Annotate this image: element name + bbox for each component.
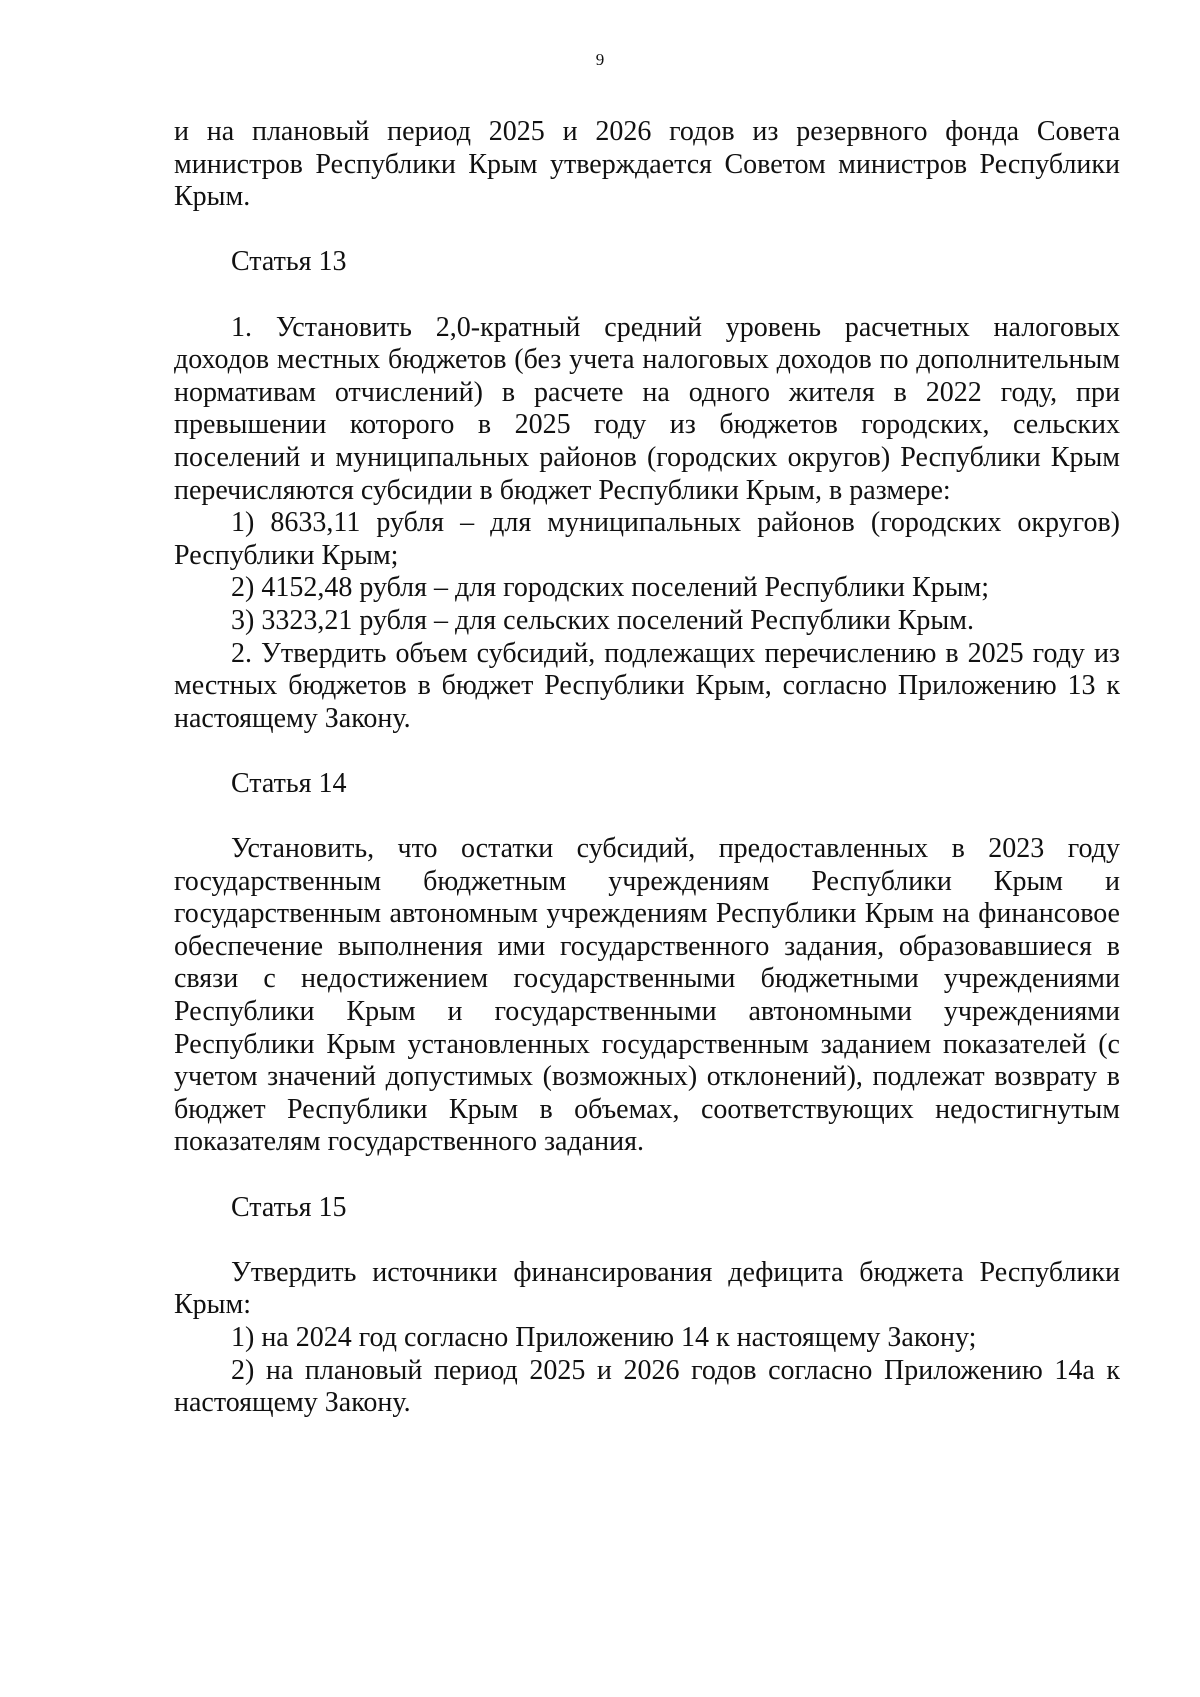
spacer <box>174 735 1120 768</box>
article-15-paragraph: 2) на плановый период 2025 и 2026 годов согласно Приложению 14а к настоящему Закону. <box>174 1354 1120 1419</box>
intro-paragraph: и на плановый период 2025 и 2026 годов из резервного фонда Совета министров Республики Крым утверждается Советом министров Республики Крым. <box>174 116 1120 213</box>
article-13-paragraph: 1. Установить 2,0-кратный средний уровень расчетных налоговых доходов местных бюджетов (без учета налоговых доходов по дополнительным нормативам отчислений) в расчете на одного жителя в 2022 году, при превышении которого в 2025 году из бюджетов городских, сельских поселений и муниципальных районов (городских округов) Республики Крым перечисляются субсидии в бюджет Республики Крым, в размере: <box>174 311 1120 506</box>
spacer <box>174 214 1120 247</box>
article-14-heading: Статья 14 <box>231 767 347 799</box>
article-13-paragraph: 3) 3323,21 рубля – для сельских поселений Республики Крым. <box>231 604 974 636</box>
spacer <box>174 1224 1120 1257</box>
spacer <box>174 1159 1120 1192</box>
article-13-paragraph: 2) 4152,48 рубля – для городских поселений Республики Крым; <box>231 572 990 604</box>
article-13-paragraph: 2. Утвердить объем субсидий, подлежащих перечислению в 2025 году из местных бюджетов в бюджет Республики Крым, согласно Приложению 13 к настоящему Закону. <box>174 637 1120 734</box>
spacer <box>174 279 1120 312</box>
article-15-paragraph: 1) на 2024 год согласно Приложению 14 к настоящему Закону; <box>231 1321 977 1353</box>
article-15-heading: Статья 15 <box>231 1191 347 1223</box>
article-15-paragraph: Утвердить источники финансирования дефицита бюджета Республики Крым: <box>174 1256 1120 1321</box>
document-body <box>174 116 1120 1420</box>
spacer <box>174 800 1120 833</box>
page-number: 9 <box>595 50 605 69</box>
article-13-heading: Статья 13 <box>231 246 347 278</box>
article-14-paragraph: Установить, что остатки субсидий, предоставленных в 2023 году государственным бюджетным учреждениям Республики Крым и государственным автономным учреждениям Республики Крым на финансовое обеспечение выполнения ими государственного задания, образовавшиеся в связи с недостижением государственными бюджетными учреждениями Республики Крым и государственными автономными учреждениями Республики Крым установленных государственным заданием показателей (с учетом значений допустимых (возможных) отклонений), подлежат возврату в бюджет Республики Крым в объемах, соответствующих недостигнутым показателям государственного задания. <box>174 833 1120 1158</box>
article-13-paragraph: 1) 8633,11 рубля – для муниципальных районов (городских округов) Республики Крым; <box>174 507 1120 571</box>
